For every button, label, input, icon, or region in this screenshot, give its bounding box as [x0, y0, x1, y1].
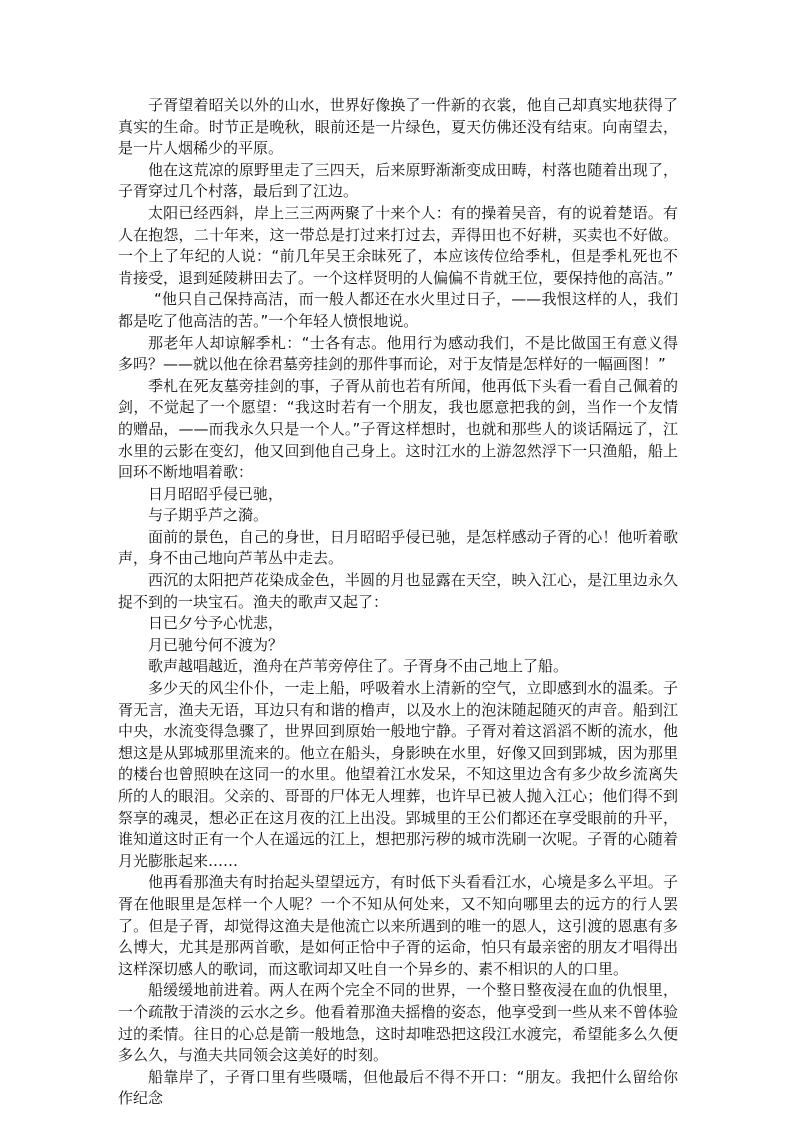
document-body: [118, 95, 678, 1110]
verse-line: 与子期乎芦之漪。: [148, 506, 269, 525]
paragraph: 歌声越唱越近，渔舟在芦苇旁停住了。子胥身不由己地上了船。: [148, 657, 569, 676]
paragraph: 船靠岸了，子胥口里有些嗫嚅，但他最后不得不开口：“朋友。我把什么留给你作纪念: [118, 1067, 678, 1108]
paragraph: 子胥望着昭关以外的山水，世界好像换了一件新的衣裳，他自己却真实地获得了真实的生命。时节正是晚秋，眼前还是一片绿色，夏天仿佛还没有结束。向南望去，是一片人烟稀少的平原。: [118, 96, 678, 158]
paragraph: 他在这荒凉的原野里走了三四天，后来原野渐渐变成田畴，村落也随着出现了，子胥穿过几个村落，最后到了江边。: [118, 160, 678, 201]
paragraph: 西沉的太阳把芦花染成金色，半圆的月也显露在天空，映入江心，是江里边永久捉不到的一块宝石。渔夫的歌声又起了：: [118, 571, 678, 611]
paragraph: “他只自己保持高洁，而一般人都还在水火里过日子，——我恨这样的人，我们都是吃了他高洁的苦。”一个年轻人愤恨地说。: [118, 290, 678, 330]
paragraph: 他再看那渔夫有时抬起头望望远方，有时低下头看看江水，心境是多么平坦。子胥在他眼里是怎样一个人呢？一个不知从何处来，又不知向哪里去的远方的行人罢了。但是子胥，却觉得这渔夫是他流亡以来所遇到的唯一的恩人，这引渡的恩惠有多么博大，尤其是那两首歌，是如何正恰中子胥的运命，怕只有最亲密的朋友才唱得出这样深切感人的歌词，而这歌词却又吐自一个异乡的、素不相识的人的口里。: [118, 873, 678, 978]
paragraph: 太阳已经西斜，岸上三三两两聚了十来个人：有的操着吴音，有的说着楚语。有人在抱怨，二十年来，这一带总是打过来打过去，弄得田也不好耕，买卖也不好做。一个上了年纪的人说：“前几年吴王余昧死了，本应该传位给季札，但是季札死也不肯接受，退到延陵耕田去了。一个这样贤明的人偏偏不肯就王位，要保持他的高洁。”: [118, 203, 678, 287]
verse-line: 日已夕兮予心忧悲，: [148, 614, 284, 633]
verse-line: 月已驰兮何不渡为？: [148, 635, 284, 654]
verse-line: 日月昭昭乎侵已驰，: [148, 484, 284, 503]
paragraph: 那老年人却谅解季札：“士各有志。他用行为感动我们，不是比做国王有意义得多吗？——就以他在徐君墓旁挂剑的那件事而论，对于友情是怎样好的一幅画图！”: [118, 333, 678, 374]
paragraph: 季札在死友墓旁挂剑的事，子胥从前也若有所闻，他再低下头看一看自己佩着的剑，不觉起了一个愿望：“我这时若有一个朋友，我也愿意把我的剑，当作一个友情的赠品，——而我永久只是一个人。”子胥这样想时，也就和那些人的谈话隔远了，江水里的云影在变幻，他又回到他自己身上。这时江水的上游忽然浮下一只渔船，船上回环不断地唱着歌：: [118, 376, 678, 482]
paragraph: 面前的景色，自己的身世，日月昭昭乎侵已驰，是怎样感动子胥的心！他听着歌声，身不由己地向芦苇丛中走去。: [118, 527, 678, 568]
paragraph: 船缓缓地前进着。两人在两个完全不同的世界，一个整日整夜浸在血的仇恨里，一个疏散于清淡的云水之乡。他看着那渔夫摇橹的姿态，他享受到一些从来不曾体验过的柔情。往日的心总是箭一般地急，这时却唯恐把这段江水渡完，希望能多么久便多么久，与渔夫共同领会这美好的时刻。: [118, 981, 678, 1065]
paragraph: 多少天的风尘仆仆，一走上船，呼吸着水上清新的空气，立即感到水的温柔。子胥无言，渔夫无语，耳边只有和谐的橹声，以及水上的泡沫随起随灭的声音。船到江中央，水流变得急骤了，世界回到原始一般地宁静。子胥对着这滔滔不断的流水，他想这是从郢城那里流来的。他立在船头，身影映在水里，好像又回到郢城，因为那里的楼台也曾照映在这同一的水里。他望着江水发呆，不知这里边含有多少故乡流离失所的人的眼泪。父亲的、哥哥的尸体无人埋葬，也许早已被人抛入江心；他们得不到祭享的魂灵，想必正在这月夜的江上出没。郢城里的王公们都还在享受眼前的升平，谁知道这时正有一个人在遥远的江上，想把那污秽的城市洗刷一次呢。子胥的心随着月光膨胀起来……: [118, 679, 678, 870]
